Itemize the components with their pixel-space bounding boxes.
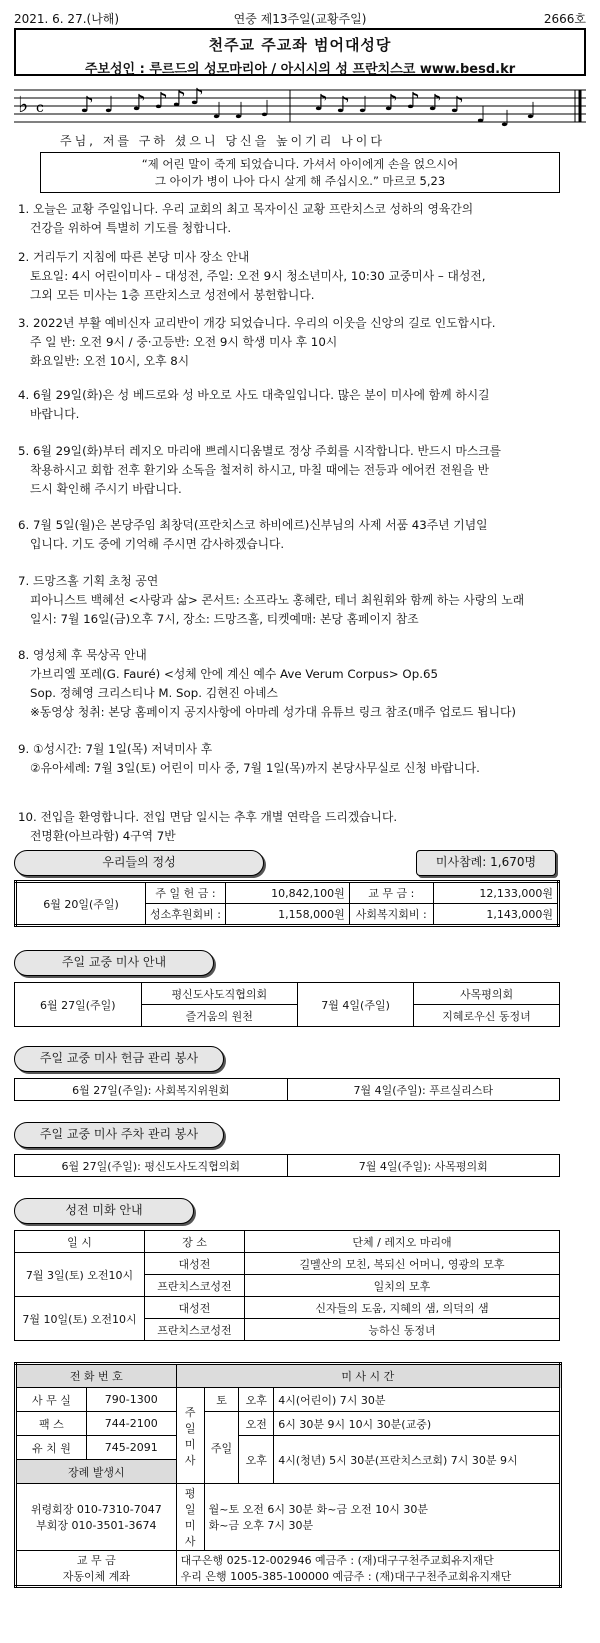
svg-text:♪: ♪ <box>154 89 169 114</box>
patron-saints: 주보성인 : 루르드의 성모마리아 / 아시시의 성 프란치스코 www.besd.kr <box>84 62 516 77</box>
svg-text:♪: ♪ <box>336 93 351 118</box>
notice-2: 2. 거리두기 지침에 따른 본당 미사 장소 안내 토요일: 4시 어린이미사 – 대성전, 주일: 오전 9시 청소년미사, 10:30 교중미사 – 대성전, 그외 모든 미사는 1층 프란치스코 성전에서 봉헌합니다. <box>18 250 486 302</box>
parish-name: 천주교 주교좌 범어대성당 <box>208 36 392 54</box>
svg-text:♪: ♪ <box>450 93 465 118</box>
issue-number: 2666호 <box>543 12 586 26</box>
cash-service-title: 주일 교중 미사 헌금 관리 봉사 <box>14 1046 224 1072</box>
cleaning-table: 일 시 장 소 단체 / 레지오 마리애 7월 3일(토) 오전10시 대성전 길멜산의 모친, 복되신 어머니, 영광의 모후 프란치스코성전 일치의 모후 7월 10일(토) 오전10시 대성전 신자들의 도움, 지혜의 샘, 의덕의 샘 프란치스코성전 능하신 동정녀 <box>14 1230 560 1341</box>
notice-1: 1. 오늘은 교황 주일입니다. 우리 교회의 최고 목자이신 교황 프란치스코 성하의 영육간의 건강을 위하여 특별히 기도를 청합니다. <box>18 202 474 235</box>
svg-text:♪: ♪ <box>406 89 421 114</box>
svg-text:♩: ♩ <box>212 99 223 124</box>
svg-text:♪: ♪ <box>80 93 95 118</box>
offering-title: 우리들의 정성 <box>14 850 264 876</box>
svg-text:♪: ♪ <box>384 91 399 116</box>
svg-text:♩: ♩ <box>234 99 245 124</box>
svg-text:c: c <box>36 100 44 116</box>
notice-8: 8. 영성체 후 묵상곡 안내 가브리엘 포레(G. Fauré) <성체 안에 계신 예수 Ave Verum Corpus> Op.65 Sop. 정혜영 크리스티나 M. Sop. 김현진 아녜스 ※동영상 청취: 본당 홈페이지 공지사항에 아마레 성가대 유튜브 링크 참조(매주 업로드 됩니다) <box>18 648 516 719</box>
attendance-box: 미사참례: 1,670명 <box>416 850 556 876</box>
mass-guide-title: 주일 교중 미사 안내 <box>14 950 214 976</box>
cleaning-title: 성전 미화 안내 <box>14 1198 194 1224</box>
cash-service-table: 6월 27일(주일): 사회복지위원회 7월 4일(주일): 푸르실리스타 <box>14 1078 560 1101</box>
svg-text:♩: ♩ <box>500 107 511 132</box>
svg-text:♩: ♩ <box>526 99 537 124</box>
parking-service-table: 6월 27일(주일): 평신도사도직협의회 7월 4일(주일): 사목평의회 <box>14 1154 560 1177</box>
liturgical-week: 연중 제13주일(교황주일) <box>233 12 367 26</box>
parking-service-title: 주일 교중 미사 주차 관리 봉사 <box>14 1122 224 1148</box>
quote-line-2: 그 아이가 병이 나아 다시 살게 해 주십시오.” 마르코 5,23 <box>154 174 446 188</box>
svg-text:♪: ♪ <box>172 87 187 112</box>
hymn-lyrics: 주님, 저를 구하 셨으니 당신을 높이기리 나이다 <box>60 134 385 148</box>
notice-7: 7. 드망즈홀 기획 초청 공연 피아니스트 백혜선 <사랑과 삶> 콘서트: 소프라노 홍혜란, 테너 최원휘와 함께 하는 사랑의 노래 일시: 7월 16일(금)오후 7시, 장소: 드망즈홀, 티켓예매: 본당 홈페이지 참조 <box>18 574 525 626</box>
offering-table: 6월 20일(주일) 주 일 헌 금 : 10,842,100원 교 무 금 : 12,133,000원 성소후원회비 : 1,158,000원 사회복지회비 : 1,143,000원 <box>14 880 560 927</box>
svg-text:♩: ♩ <box>476 103 487 128</box>
svg-text:♪: ♪ <box>190 85 205 110</box>
scripture-quote <box>40 152 560 193</box>
svg-text:♩: ♩ <box>104 93 115 118</box>
svg-text:♩: ♩ <box>260 97 271 122</box>
contact-mass-times-table: 전 화 번 호 미 사 시 간 사 무 실 790-1300 주일 미사 토 오후 4시(어린이) 7시 30분 팩 스 744-2100 주일 오전 6시 30분 9시 10시 30분(교중) 유 치 원 745-2091 오후 4시(청년) 5시 30분(프란치스코회) 7시 30분 9시 장례 발생시 위령회장 010-7310-7047 부회장 010-3501-3674 평일 미사 월~토 오전 6시 30분 화~금 오전 10시 30분 화~금 오후 7시 30분 교 무 금 자동이체 계좌 대구은행 025-12-002946 예금주 : (재)대구구천주교회유지재단 우리 은행 1005-385-100000 예금주 : (재)대구구천주교회유지재단 <box>14 1362 562 1588</box>
svg-text:♭: ♭ <box>18 93 29 118</box>
mass-guide-table: 6월 27일(주일) 평신도사도직협의회 7월 4일(주일) 사목평의회 즐거움의 원천 지혜로우신 동정녀 <box>14 982 560 1027</box>
top-line <box>14 10 586 26</box>
notice-10: 10. 전입을 환영합니다. 전입 면담 일시는 추후 개별 연락을 드리겠습니다. 전명환(아브라함) 4구역 7반 <box>18 810 398 843</box>
notice-3: 3. 2022년 부활 예비신자 교리반이 개강 되었습니다. 우리의 이웃을 신앙의 길로 인도합시다. 주 일 반: 오전 9시 / 중·고등반: 오전 9시 학생 미사 후 10시 화요일반: 오전 10시, 오후 8시 <box>18 316 496 368</box>
masthead <box>14 28 586 76</box>
svg-text:♪: ♪ <box>314 91 329 116</box>
svg-text:♪: ♪ <box>132 91 147 116</box>
music-staff <box>14 82 586 132</box>
notice-5: 5. 6월 29일(화)부터 레지오 마리애 쁘레시디움별로 정상 주회를 시작합니다. 반드시 마스크를 착용하시고 회합 전후 환기와 소독을 철저히 하시고, 마칠 때에는 전등과 에어컨 전원을 반 드시 확인해 주시기 바랍니다. <box>18 444 502 496</box>
svg-text:♩: ♩ <box>358 93 369 118</box>
date: 2021. 6. 27.(나해) <box>14 12 120 26</box>
notice-4: 4. 6월 29일(화)은 성 베드로와 성 바오로 사도 대축일입니다. 많은 분이 미사에 함께 하시길 바랍니다. <box>18 388 490 421</box>
quote-line-1: “제 어린 말이 죽게 되었습니다. 가셔서 아이에게 손을 얹으시어 <box>141 157 459 171</box>
svg-text:♪: ♪ <box>428 91 443 116</box>
notice-9: 9. ①성시간: 7월 1일(목) 저녁미사 후 ②유아세례: 7월 3일(토) 어린이 미사 중, 7월 1일(목)까지 본당사무실로 신청 바랍니다. <box>18 742 480 775</box>
notice-6: 6. 7월 5일(월)은 본당주임 최창덕(프란치스코 하비에르)신부님의 사제 서품 43주년 기념일 입니다. 기도 중에 기억해 주시면 감사하겠습니다. <box>18 518 488 551</box>
